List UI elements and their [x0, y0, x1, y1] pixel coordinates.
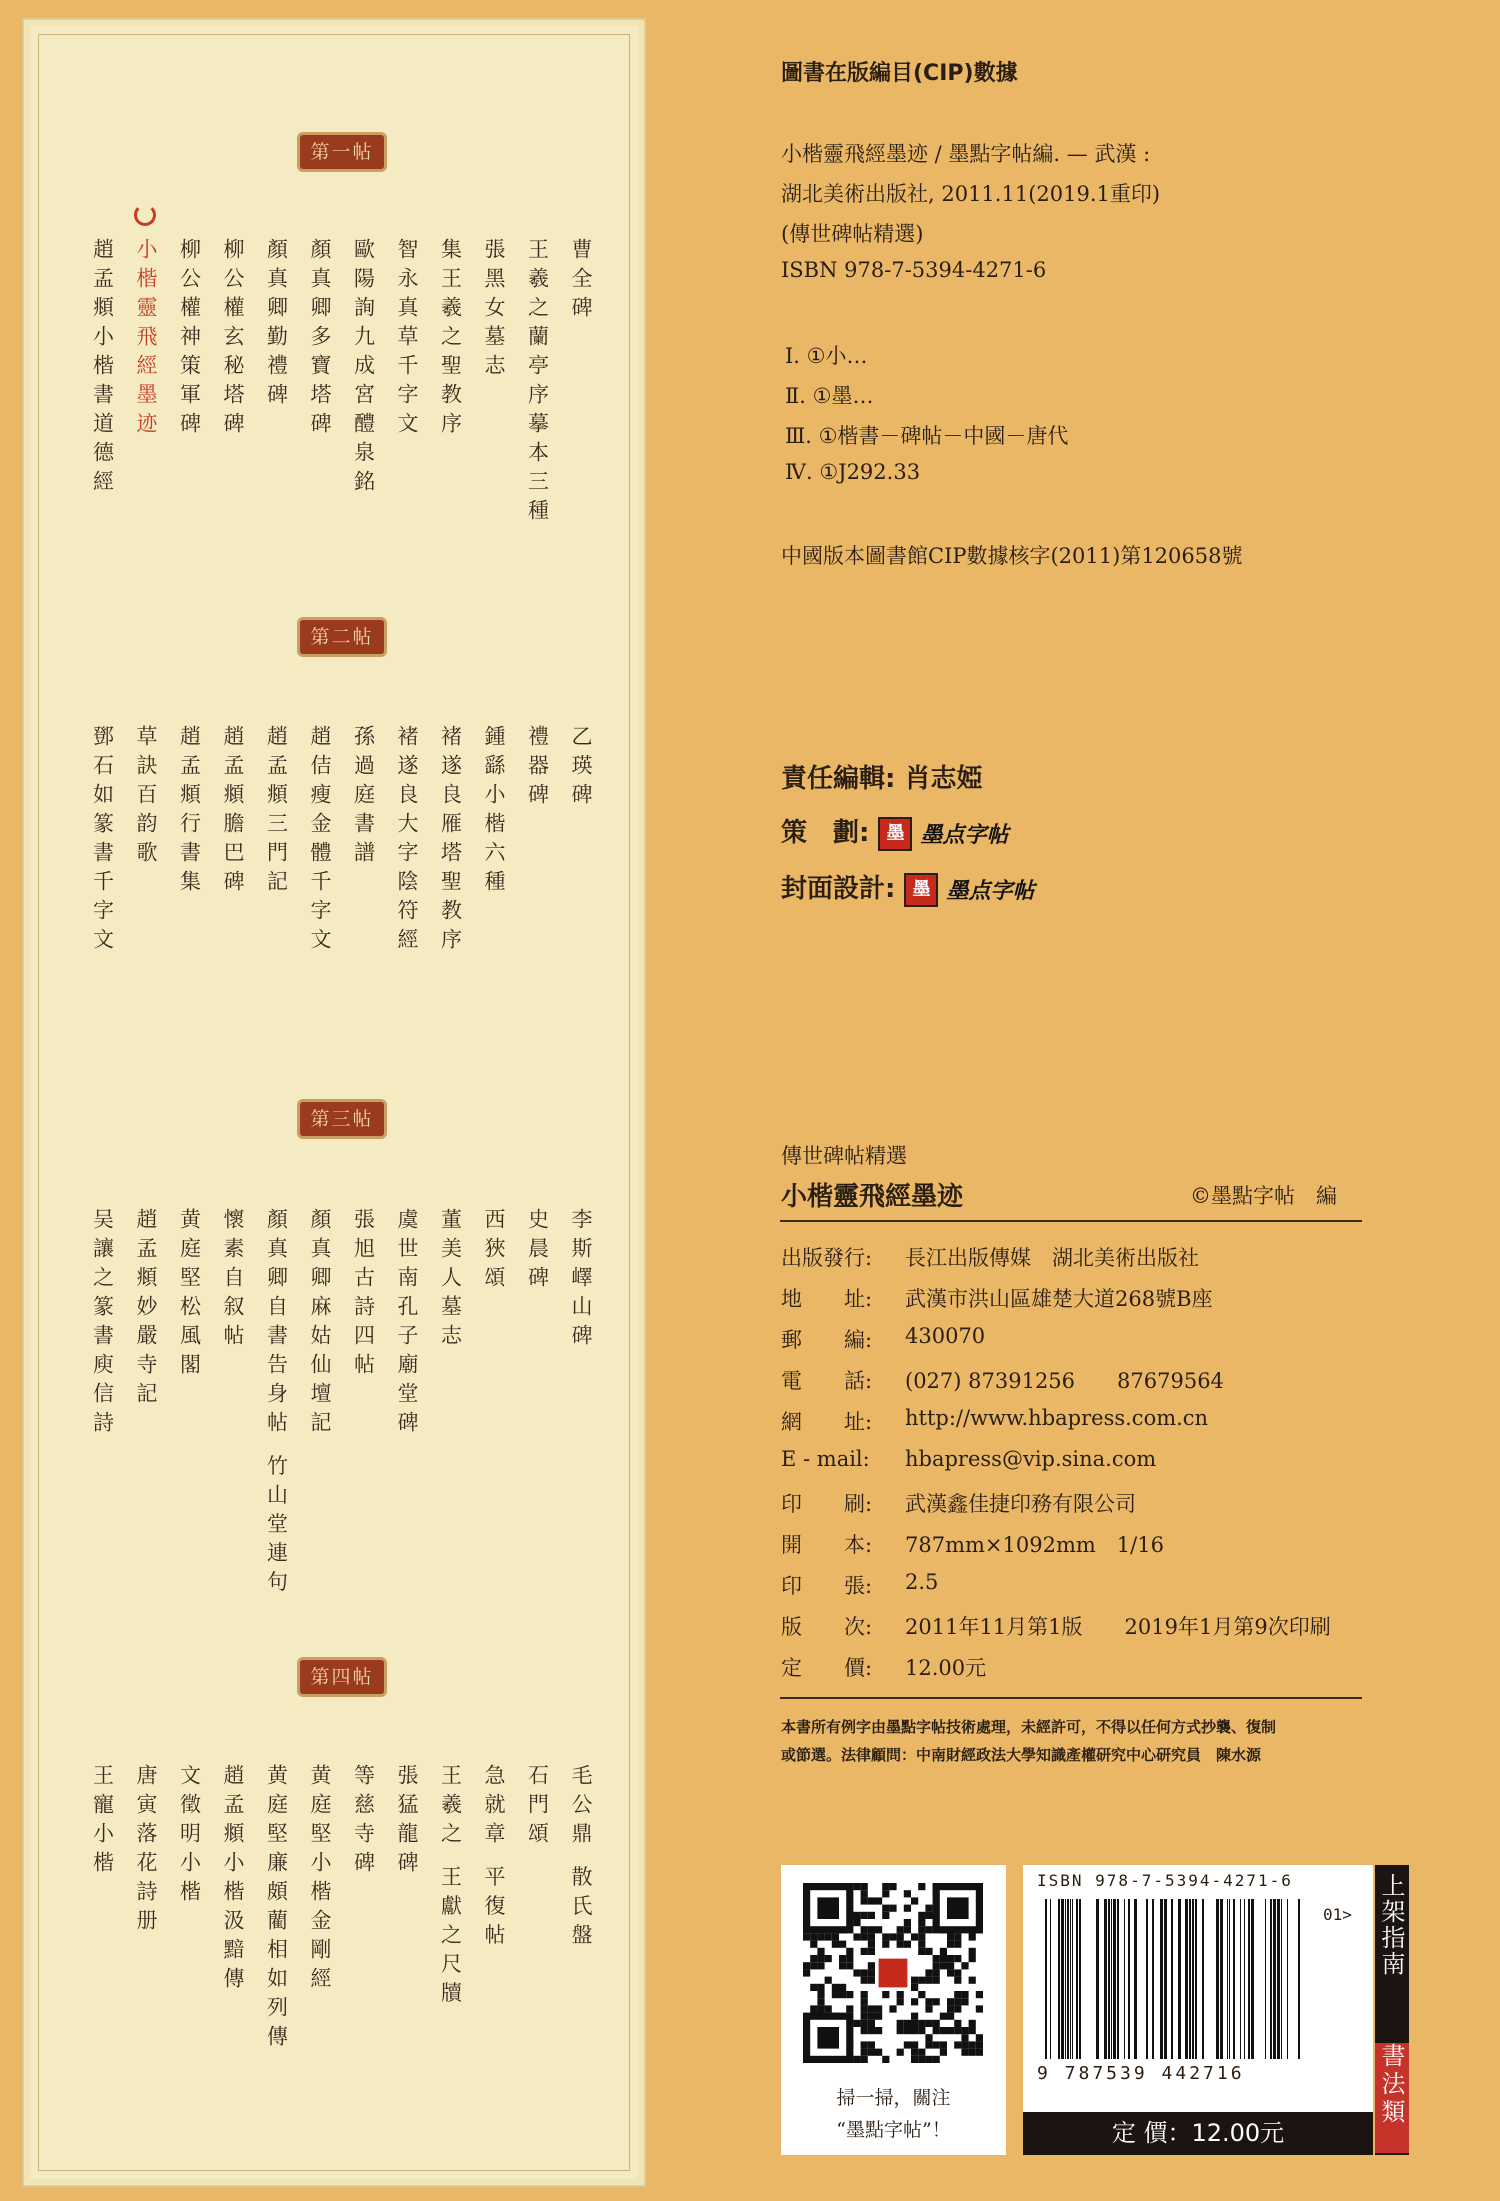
book-title-item: 趙佶瘦金體千字文 — [308, 725, 332, 957]
colophon-label: 定 價: — [781, 1656, 873, 1680]
book-title: 小楷靈飛經墨迹 — [781, 1182, 964, 1212]
book-title-item: 集王羲之聖教序 — [438, 238, 463, 441]
cip-number: 中國版本圖書館CIP數據核字(2011)第120658號 — [781, 544, 1243, 568]
book-title-item: 虞世南孔子廟堂碑 — [395, 1208, 419, 1440]
barcode-icon — [1041, 1899, 1311, 2059]
colophon-label: 印 刷: — [781, 1492, 873, 1516]
book-title-item: 顏真卿勤禮碑 — [264, 238, 289, 412]
colophon-value: hbapress@vip.sina.com — [905, 1447, 1157, 1471]
book-title-item: 王寵小楷 — [90, 1764, 115, 1880]
current-marker-icon — [134, 204, 156, 226]
isbn-digits: 9 787539 442716 — [1037, 2063, 1245, 2084]
book-title-item: 史晨碑 — [525, 1208, 550, 1295]
book-title-item: 草訣百韵歌 — [134, 725, 158, 870]
cip-isbn: ISBN 978-7-5394-4271-6 — [781, 258, 1047, 282]
cip-class-1: Ⅰ. ①小… — [785, 344, 868, 368]
colophon-label: 印 張: — [781, 1574, 873, 1598]
colophon-value: 430070 — [905, 1324, 986, 1348]
colophon-rule-top — [780, 1220, 1362, 1222]
copyright-notice-2: 或節選。法律顧問：中南財經政法大學知識產權研究中心研究員 陳水源 — [781, 1746, 1262, 1764]
book-title-item: 柳公權玄秘塔碑 — [221, 238, 245, 441]
mo-logo-icon: 墨 — [878, 817, 912, 851]
cip-line-2: 湖北美術出版社, 2011.11(2019.1重印) — [781, 182, 1161, 206]
book-title-item: 張旭古詩四帖 — [351, 1208, 376, 1382]
colophon-value: http://www.hbapress.com.cn — [905, 1406, 1209, 1430]
design-line — [781, 868, 1034, 907]
book-title-item: 顏真卿麻姑仙壇記 — [308, 1208, 332, 1440]
colophon-label: 郵 編: — [781, 1328, 873, 1352]
book-title-item: 趙孟頫膽巴碑 — [221, 725, 245, 899]
planning-logo-text: 墨点字帖 — [920, 823, 1009, 848]
editor-name: 肖志婭 — [904, 764, 983, 794]
book-title-item: 毛公鼎 散氏盤 — [569, 1764, 593, 1953]
book-title-item: 張猛龍碑 — [395, 1764, 419, 1880]
book-title-item: 西狹頌 — [482, 1208, 506, 1295]
book-editor: ©墨點字帖 編 — [1190, 1184, 1337, 1208]
book-title-item: 曹全碑 — [569, 238, 593, 325]
book-title-item: 石門頌 — [525, 1764, 550, 1851]
book-title-item: 董美人墓志 — [438, 1208, 463, 1353]
colophon-value: 武漢鑫佳捷印務有限公司 — [905, 1492, 1136, 1516]
cip-class-3: Ⅲ. ①楷書－碑帖－中國－唐代 — [785, 424, 1069, 448]
isbn-top-text: ISBN 978-7-5394-4271-6 — [1037, 1871, 1293, 1890]
isbn-addon: 01> — [1323, 1905, 1352, 1924]
planning-label: 策 劃: — [781, 818, 870, 848]
book-title-item: 趙孟頫小楷書道德經 — [90, 238, 115, 499]
colophon-value: (027) 87391256 87679564 — [905, 1369, 1224, 1393]
book-title-item: 智永真草千字文 — [395, 238, 419, 441]
book-title-item: 急就章 平復帖 — [482, 1764, 506, 1953]
colophon-label: 出版發行: — [781, 1246, 873, 1270]
editor-line — [781, 758, 982, 795]
book-title-item: 黄庭堅廉頗藺相如列傳 — [264, 1764, 289, 2054]
qr-caption-1: 掃一掃，關注 — [836, 2087, 951, 2109]
colophon-value: 2011年11月第1版 2019年1月第9次印刷 — [905, 1615, 1331, 1639]
cip-class-4: Ⅳ. ①J292.33 — [785, 460, 921, 484]
book-title-item: 趙孟頫三門記 — [264, 725, 289, 899]
book-title-item: 褚遂良雁塔聖教序 — [438, 725, 463, 957]
qr-code-icon[interactable] — [803, 1883, 983, 2063]
price-bar: 定 價：12.00元 — [1023, 2112, 1373, 2155]
book-title-item: 鄧石如篆書千字文 — [90, 725, 115, 957]
book-title-item: 黄庭堅小楷金剛經 — [308, 1764, 332, 1996]
book-title-item: 王羲之 王獻之尺牘 — [438, 1764, 463, 2011]
book-title-current: 小楷靈飛經墨迹 — [134, 238, 158, 441]
series-name: 傳世碑帖精選 — [781, 1144, 907, 1168]
book-title-item: 柳公權神策軍碑 — [177, 238, 202, 441]
book-title-item: 歐陽詢九成宮醴泉銘 — [351, 238, 376, 499]
section-title: 第一帖 — [300, 135, 384, 169]
book-title-item: 鍾繇小楷六種 — [482, 725, 506, 899]
colophon-value: 2.5 — [905, 1570, 939, 1594]
book-title-item: 乙瑛碑 — [569, 725, 593, 812]
colophon-label: E - mail: — [781, 1447, 870, 1471]
book-title-item: 顏真卿多寶塔碑 — [308, 238, 332, 441]
book-title-item: 文徵明小楷 — [177, 1764, 202, 1909]
colophon-value: 787mm×1092mm 1/16 — [905, 1533, 1164, 1557]
section-title: 第四帖 — [300, 1660, 384, 1694]
section-title: 第三帖 — [300, 1102, 384, 1136]
book-title-item: 李斯嶧山碑 — [569, 1208, 593, 1353]
colophon-value: 長江出版傳媒 湖北美術出版社 — [905, 1246, 1199, 1270]
planning-line — [781, 812, 1008, 851]
copyright-notice-1: 本書所有例字由墨點字帖技術處理，未經許可，不得以任何方式抄襲、復制 — [781, 1718, 1277, 1736]
cip-class-2: Ⅱ. ①墨… — [785, 384, 874, 408]
colophon-label: 網 址: — [781, 1410, 873, 1434]
colophon-label: 地 址: — [781, 1287, 873, 1311]
book-title-item: 趙孟頫行書集 — [177, 725, 202, 899]
book-title-item: 顏真卿自書告身帖 竹山堂連句 — [264, 1208, 289, 1600]
shelf-guide-strip — [1375, 1865, 1409, 2155]
cip-line-3: (傳世碑帖精選) — [781, 222, 924, 246]
book-title-item: 懷素自叙帖 — [221, 1208, 245, 1353]
editor-label: 責任編輯: — [781, 764, 896, 794]
book-title-item: 禮器碑 — [525, 725, 550, 812]
shelf-category-label: 書法類 — [1375, 2043, 1409, 2153]
book-title-item: 等慈寺碑 — [351, 1764, 376, 1880]
colophon-label: 開 本: — [781, 1533, 873, 1557]
colophon-rule-bottom — [780, 1697, 1362, 1699]
book-title-item: 吴讓之篆書庾信詩 — [90, 1208, 115, 1440]
book-title-item: 王羲之蘭亭序摹本三種 — [525, 238, 550, 528]
colophon-label: 版 次: — [781, 1615, 873, 1639]
cip-heading: 圖書在版編目(CIP)數據 — [781, 61, 1018, 86]
design-logo-text: 墨点字帖 — [946, 879, 1035, 904]
book-title-item: 張黑女墓志 — [482, 238, 506, 383]
colophon-label: 電 話: — [781, 1369, 873, 1393]
qr-card — [781, 1865, 1006, 2155]
book-title-item: 趙孟頫小楷汲黯傳 — [221, 1764, 245, 1996]
book-title-item: 孫過庭書譜 — [351, 725, 376, 870]
shelf-guide-label: 上架指南 — [1377, 1873, 1405, 1977]
book-title-item: 褚遂良大字陰符經 — [395, 725, 419, 957]
cip-line-1: 小楷靈飛經墨迹 / 墨點字帖編. — 武漢 : — [781, 142, 1151, 166]
book-title-item: 黄庭堅松風閣 — [177, 1208, 202, 1382]
colophon-value: 12.00元 — [905, 1656, 987, 1680]
section-title: 第二帖 — [300, 620, 384, 654]
book-title-item: 趙孟頫妙嚴寺記 — [134, 1208, 158, 1411]
qr-caption-2: “墨點字帖”！ — [836, 2119, 951, 2141]
book-title-item: 唐寅落花詩册 — [134, 1764, 158, 1938]
design-label: 封面設計: — [781, 874, 896, 904]
mo-logo-icon: 墨 — [904, 873, 938, 907]
colophon-value: 武漢市洪山區雄楚大道268號B座 — [905, 1287, 1213, 1311]
